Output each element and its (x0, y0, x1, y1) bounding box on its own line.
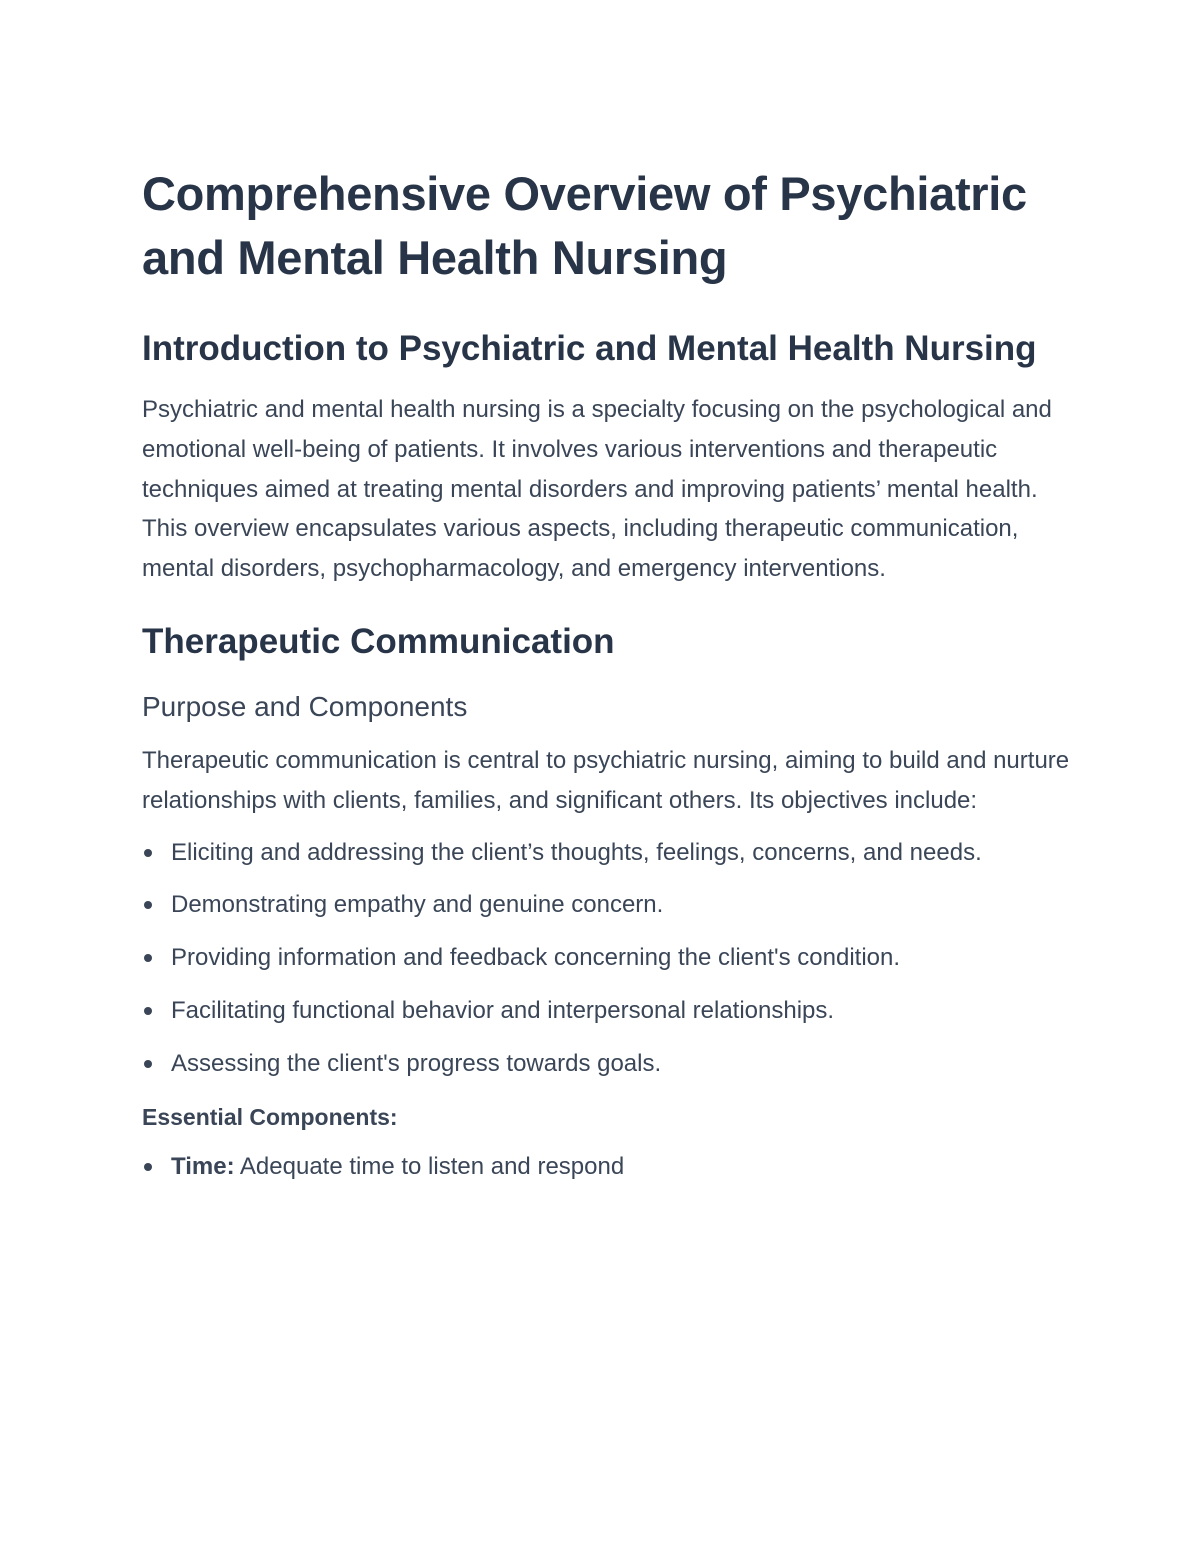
list-item (142, 938, 1072, 978)
list-item (142, 991, 1072, 1031)
intro-heading: Introduction to Psychiatric and Mental Health Nursing (142, 329, 1037, 368)
document-title: Comprehensive Overview of Psychiatric and Mental Health Nursing (142, 167, 1027, 284)
list-item-term: Time: (171, 1152, 235, 1180)
list-item-text: Providing information and feedback concerning the client's condition. (171, 944, 901, 972)
purpose-components-heading: Purpose and Components (142, 690, 468, 722)
list-item-text: Adequate time to listen and respond (234, 1152, 625, 1180)
list-item (142, 833, 1072, 873)
communication-paragraph: Therapeutic communication is central to psychiatric nursing, aiming to build and nurture relationships with clients, families, and significant others. Its objectives include: (142, 746, 1070, 814)
therapeutic-communication-heading: Therapeutic Communication (142, 621, 615, 661)
essential-components-list (142, 1147, 1072, 1187)
document-page (142, 162, 1072, 1199)
bullet-icon (144, 1060, 152, 1068)
objectives-list (142, 833, 1072, 1084)
list-item-text: Facilitating functional behavior and interpersonal relationships. (171, 996, 835, 1024)
list-item-text: Demonstrating empathy and genuine concern. (171, 891, 664, 919)
intro-paragraph: Psychiatric and mental health nursing is a specialty focusing on the psychological and emotional well-being of patients. It involves various interventions and therapeutic techniques aimed at treating mental disorders and improving patients’ mental health. This overview encapsulates various aspects, including therapeutic communication, mental disorders, psychopharmacology, and emergency interventions. (142, 396, 1052, 583)
bullet-icon (144, 1163, 152, 1171)
bullet-icon (144, 1007, 152, 1015)
bullet-icon (144, 849, 152, 857)
list-item (142, 1044, 1072, 1084)
list-item (142, 1147, 1072, 1187)
essential-components-label: Essential Components: (142, 1103, 398, 1130)
list-item-text: Eliciting and addressing the client’s thoughts, feelings, concerns, and needs. (171, 838, 982, 866)
list-item (142, 885, 1072, 925)
list-item-text: Assessing the client's progress towards goals. (171, 1049, 662, 1077)
bullet-icon (144, 901, 152, 909)
bullet-icon (144, 954, 152, 962)
